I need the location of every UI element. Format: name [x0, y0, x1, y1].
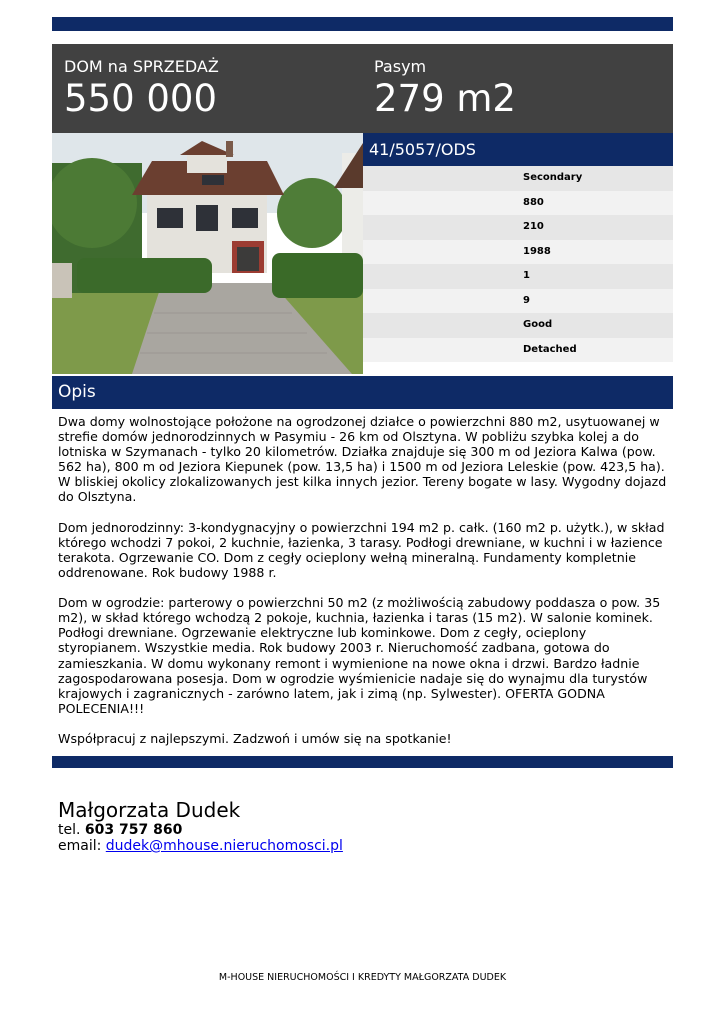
agent-email-link[interactable]: dudek@mhouse.nieruchomosci.pl — [105, 838, 343, 854]
spec-rooms: 9 — [363, 289, 673, 314]
description-paragraph: Współpracuj z najlepszymi. Zadzwoń i umów się na spotkanie! — [58, 730, 452, 746]
spec-building-type: Detached — [363, 338, 673, 363]
phone-label: tel. — [58, 822, 81, 838]
spec-value-5: 1 — [363, 264, 673, 289]
agent-phone[interactable]: 603 757 860 — [84, 822, 183, 838]
specs-table — [363, 166, 673, 362]
description-paragraph: Dom w ogrodzie: parterowy o powierzchni 50 m2 (z możliwością zabudowy poddasza o pow. 35 m2), w skład którego wchodzą 2 pokoje, kuchnia, łazienka i taras (15 m2). W salonie kominek. Podłogi drewniane. Ogrzewanie elektryczne lub kominkowe. Dom z cegły, ocieplony styropianem. Wszystkie media. Rok budowy 2003 r. Nieruchomość zadbana, gotowa do zamieszkania. W domu wykonany remont i wymienione na nowe okna i drzwi. Bardzo ładnie zagospodarowana posesja. Dom w ogrodzie wyśmienicie nadaje się do wynajmu dla turystów krajowych i zagranicznych - zarówno latem, jak i zimą (np. Sylwester). OFERTA GODNA POLECENIA!!! — [58, 595, 661, 716]
bottom-accent-bar — [52, 756, 673, 768]
property-photo — [52, 133, 363, 374]
spec-market: Secondary — [363, 166, 673, 191]
description-heading: Opis — [52, 376, 673, 409]
location-block — [374, 57, 516, 121]
spec-build-year: 1988 — [363, 240, 673, 265]
price-block — [64, 57, 219, 121]
description-paragraph: Dwa domy wolnostojące położone na ogrodzonej działce o powierzchni 880 m2, usytuowanej w strefie domów jednorodzinnych w Pasymiu - 26 km od Olsztyna. W pobliżu szybka kolej a do lotniska w Szymanach - tylko 20 kilometrów. Działka znajduje się 300 m od Jeziora Kalwa (pow. 562 ha), 800 m od Jeziora Kiepunek (pow. 13,5 ha) i 1500 m od Jeziora Leleskie (pow. 423,5 ha). W bliskiej okolicy zlokalizowanych jest kilka innych jezior. Tereny bogate w lasy. Wygodny dojazd do Olsztyna. — [58, 414, 667, 505]
listing-type: DOM na SPRZEDAŻ — [64, 57, 219, 76]
agent-phone-line — [58, 822, 343, 838]
email-label: email: — [58, 838, 102, 854]
price: 550 000 — [64, 77, 218, 120]
spec-plot-area: 880 — [363, 191, 673, 216]
listing-reference: 41/5057/ODS — [363, 133, 673, 166]
description-body — [58, 414, 670, 761]
agent-contact — [58, 798, 343, 854]
spec-condition: Good — [363, 313, 673, 338]
location: Pasym — [374, 57, 427, 76]
spec-living-area: 210 — [363, 215, 673, 240]
listing-header — [52, 44, 673, 133]
agent-name: Małgorzata Dudek — [58, 798, 241, 822]
top-accent-bar — [52, 17, 673, 31]
agent-email-line — [58, 838, 343, 854]
footer-company: M-HOUSE NIERUCHOMOŚCI I KREDYTY MAŁGORZATA DUDEK — [218, 972, 507, 983]
area: 279 m2 — [374, 77, 516, 120]
description-paragraph: Dom jednorodzinny: 3-kondygnacyjny o powierzchni 194 m2 p. całk. (160 m2 p. użytk.), w skład którego wchodzi 7 pokoi, 2 kuchnie, łazienka, 3 tarasy. Podłogi drewniane, w kuchni i w łazience terakota. Ogrzewanie CO. Dom z cegły ocieplony wełną mineralną. Fundamenty kompletnie oddrenowane. Rok budowy 1988 r. — [58, 519, 665, 580]
